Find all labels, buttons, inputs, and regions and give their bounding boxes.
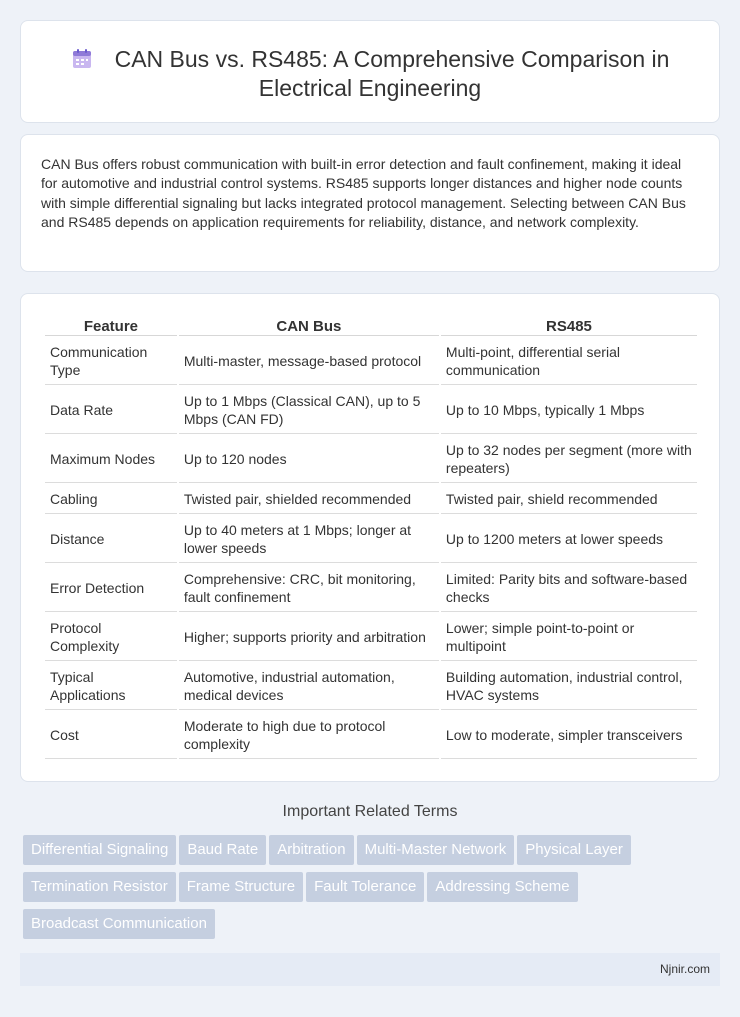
cell-can-bus: Up to 40 meters at 1 Mbps; longer at lower speeds — [179, 516, 439, 563]
comparison-card — [20, 293, 720, 782]
related-term-tag[interactable]: Multi-Master Network — [357, 835, 515, 865]
related-term-tag[interactable]: Arbitration — [269, 835, 353, 865]
header-rs485: RS485 — [441, 316, 697, 336]
table-row — [45, 516, 697, 563]
related-term-tag[interactable]: Termination Resistor — [23, 872, 176, 902]
cell-can-bus: Moderate to high due to protocol complexity — [179, 712, 439, 759]
summary-text: CAN Bus offers robust communication with built-in error detection and fault confinement, making it ideal for automotive and industrial control systems. RS485 supports longer distances and higher node counts with simple differential signaling but lacks integrated protocol management. Selecting between CAN Bus and RS485 depends on application requirements for reliability, distance, and network complexity. — [41, 156, 686, 230]
table-row — [45, 712, 697, 759]
calendar-icon — [71, 48, 93, 70]
comparison-table — [43, 314, 699, 761]
table-row — [45, 436, 697, 483]
related-term-tag[interactable]: Frame Structure — [179, 872, 303, 902]
cell-can-bus: Comprehensive: CRC, bit monitoring, fault confinement — [179, 565, 439, 612]
cell-feature: Data Rate — [45, 387, 177, 434]
cell-feature: Protocol Complexity — [45, 614, 177, 661]
related-term-tag[interactable]: Addressing Scheme — [427, 872, 577, 902]
cell-feature: Maximum Nodes — [45, 436, 177, 483]
cell-feature: Distance — [45, 516, 177, 563]
related-term-tag[interactable]: Fault Tolerance — [306, 872, 424, 902]
cell-feature: Error Detection — [45, 565, 177, 612]
cell-rs485: Twisted pair, shield recommended — [441, 485, 697, 514]
cell-rs485: Up to 32 nodes per segment (more with repeaters) — [441, 436, 697, 483]
title-card — [20, 20, 720, 123]
page-title — [21, 45, 719, 103]
title-line-2: Electrical Engineering — [258, 75, 482, 101]
related-term-tag[interactable]: Baud Rate — [179, 835, 266, 865]
related-term-tag[interactable]: Differential Signaling — [23, 835, 176, 865]
summary-card — [20, 134, 720, 272]
footer-site[interactable]: Njnir.com — [659, 962, 710, 976]
cell-rs485: Up to 1200 meters at lower speeds — [441, 516, 697, 563]
cell-feature: Typical Applications — [45, 663, 177, 710]
table-header-row — [45, 316, 697, 336]
table-row — [45, 387, 697, 434]
table-row — [45, 565, 697, 612]
related-terms-title: Important Related Terms — [282, 803, 458, 820]
cell-can-bus: Up to 1 Mbps (Classical CAN), up to 5 Mbps (CAN FD) — [179, 387, 439, 434]
cell-rs485: Up to 10 Mbps, typically 1 Mbps — [441, 387, 697, 434]
cell-feature: Cabling — [45, 485, 177, 514]
cell-rs485: Low to moderate, simpler transceivers — [441, 712, 697, 759]
related-term-tag[interactable]: Physical Layer — [517, 835, 631, 865]
table-row — [45, 485, 697, 514]
header-can-bus: CAN Bus — [179, 316, 439, 336]
related-term-tag[interactable]: Broadcast Communication — [23, 909, 215, 939]
title-line-1: CAN Bus vs. RS485: A Comprehensive Comparison in — [114, 46, 670, 72]
cell-can-bus: Twisted pair, shielded recommended — [179, 485, 439, 514]
cell-feature: Communication Type — [45, 338, 177, 385]
related-terms-list — [23, 835, 723, 946]
cell-rs485: Limited: Parity bits and software-based checks — [441, 565, 697, 612]
cell-can-bus: Up to 120 nodes — [179, 436, 439, 483]
header-feature: Feature — [45, 316, 177, 336]
table-row — [45, 338, 697, 385]
cell-can-bus: Multi-master, message-based protocol — [179, 338, 439, 385]
cell-rs485: Lower; simple point-to-point or multipoint — [441, 614, 697, 661]
footer — [20, 953, 720, 986]
table-row — [45, 614, 697, 661]
cell-rs485: Multi-point, differential serial communication — [441, 338, 697, 385]
cell-can-bus: Higher; supports priority and arbitration — [179, 614, 439, 661]
table-row — [45, 663, 697, 710]
cell-can-bus: Automotive, industrial automation, medical devices — [179, 663, 439, 710]
cell-rs485: Building automation, industrial control, HVAC systems — [441, 663, 697, 710]
cell-feature: Cost — [45, 712, 177, 759]
